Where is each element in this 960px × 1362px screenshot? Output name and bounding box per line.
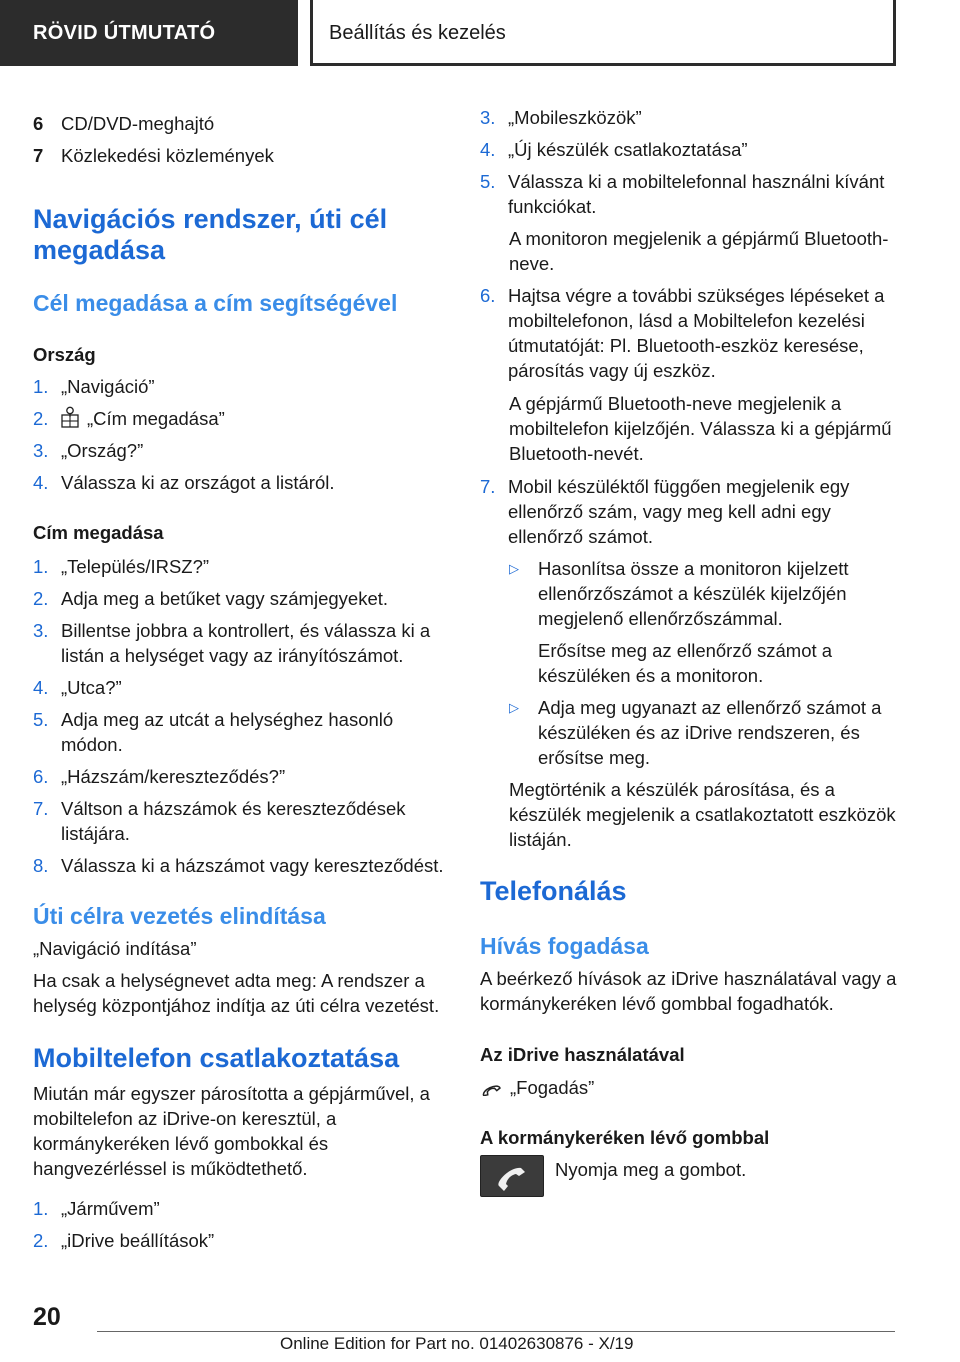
step-text: Válassza ki a mobiltelefonnal használni kívánt funkciókat.	[508, 171, 885, 217]
list-item	[33, 618, 448, 668]
list-item	[33, 796, 448, 846]
list-item	[33, 406, 448, 434]
idrive-action	[480, 1075, 900, 1102]
phone-heading: Telefonálás	[480, 876, 627, 906]
sub-step-note: Erősítse meg az ellenőrző számot a készüléken és a monitoron.	[538, 640, 833, 686]
step-text: Adja meg az utcát a helységhez hasonló módon.	[61, 709, 394, 755]
phone-handset-icon	[480, 1077, 502, 1102]
mobile-paragraph: Miután már egyszer párosította a gépjárművel, a mobiltelefon az iDrive-on keresztül, a kormánykeréken lévő gombokkal és hangvezérléssel is működtethető.	[33, 1083, 430, 1179]
footer-divider	[97, 1331, 895, 1332]
sub-step-text: Adja meg ugyanazt az ellenőrző számot a készüléken és az iDrive rendszeren, és erősítse meg.	[538, 697, 882, 768]
step-text: Adja meg a betűket vagy számjegyeket.	[61, 588, 389, 609]
wheel-heading: A kormánykeréken lévő gombbal	[480, 1127, 770, 1148]
step-number: 2.	[33, 408, 49, 429]
header-section-tab: RÖVID ÚTMUTATÓ	[0, 0, 298, 66]
step-number: 5.	[480, 171, 496, 192]
step-text: Válassza ki a házszámot vagy kereszteződést.	[61, 855, 444, 876]
step-number: 1.	[33, 1198, 49, 1219]
step-text: Válassza ki az országot a listáról.	[61, 472, 335, 493]
step-text: „Település/IRSZ?”	[61, 556, 210, 577]
list-item	[480, 283, 900, 383]
sub-step-text: Hasonlítsa össze a monitoron kijelzett ellenőrzőszámot a készülék kijelzőjén megjelenő ellenőrzőszámmal.	[538, 558, 849, 629]
list-item	[480, 474, 900, 549]
guidance-heading: Úti célra vezetés elindítása	[33, 903, 326, 929]
step-text: „iDrive beállítások”	[61, 1230, 215, 1251]
list-item	[33, 111, 448, 136]
step-text: „Új készülék csatlakoztatása”	[508, 139, 748, 160]
step-text: „Navigáció”	[61, 376, 155, 397]
navigation-destination-icon	[61, 406, 79, 434]
step-number: 6.	[480, 285, 496, 306]
item-text: CD/DVD-meghajtó	[61, 113, 215, 134]
step-text: Váltson a házszámok és kereszteződések listájára.	[61, 798, 406, 844]
step-number: 2.	[33, 588, 49, 609]
step-number: 7.	[33, 798, 49, 819]
item-number: 7	[33, 145, 44, 166]
step-text: „Házszám/kereszteződés?”	[61, 766, 286, 787]
step-text: „Ország?”	[61, 440, 144, 461]
triangle-bullet-icon: ▷	[509, 700, 519, 715]
step-number: 4.	[33, 472, 49, 493]
list-item	[33, 1228, 448, 1253]
list-item	[33, 438, 448, 463]
step-number: 4.	[33, 677, 49, 698]
address-heading: Cím megadása	[33, 522, 164, 543]
step-number: 2.	[33, 1230, 49, 1251]
navigation-heading: Navigációs rendszer, úti cél megadása	[33, 204, 388, 265]
step-number: 5.	[33, 709, 49, 730]
wheel-action-text: Nyomja meg a gombot.	[555, 1159, 747, 1180]
steering-phone-button-icon	[480, 1155, 544, 1197]
list-item	[33, 764, 448, 789]
step-text: „Cím megadása”	[87, 408, 225, 429]
sub-list-item	[509, 695, 900, 770]
step-text: Mobil készüléktől függően megjelenik egy ellenőrző szám, vagy meg kell adni egy ellenőrző számot.	[508, 476, 850, 547]
step-number: 1.	[33, 556, 49, 577]
page-header	[0, 0, 960, 66]
call-paragraph: A beérkező hívások az iDrive használatával vagy a kormánykeréken lévő gombbal fogadhatók.	[480, 968, 897, 1014]
list-item	[480, 105, 900, 130]
step-note: A monitoron megjelenik a gépjármű Bluetooth-neve.	[509, 228, 889, 274]
mobile-heading: Mobiltelefon csatlakoztatása	[33, 1043, 400, 1073]
guidance-paragraph: Ha csak a helységnevet adta meg: A rendszer a helység központjához indítja az úti célra vezetést.	[33, 970, 440, 1016]
step-note: A gépjármű Bluetooth-neve megjelenik a mobiltelefon kijelzőjén. Válassza ki a gépjármű Bluetooth-nevét.	[509, 393, 892, 464]
list-item	[33, 586, 448, 611]
footer-edition: Online Edition for Part no. 01402630876 - X/19	[280, 1334, 634, 1353]
step-number: 3.	[480, 107, 496, 128]
step-text-with-icon	[61, 406, 448, 434]
list-item	[33, 1196, 448, 1221]
destination-heading: Cél megadása a cím segítségével	[33, 290, 398, 316]
idrive-action-text: „Fogadás”	[510, 1077, 595, 1098]
list-item	[480, 137, 900, 162]
step-text: „Járművem”	[61, 1198, 160, 1219]
step-number: 8.	[33, 855, 49, 876]
sub-list-item	[509, 556, 900, 631]
list-item	[480, 169, 900, 219]
list-item	[33, 470, 448, 495]
step-number: 1.	[33, 376, 49, 397]
guidance-command: „Navigáció indítása”	[33, 938, 197, 959]
step-number: 4.	[480, 139, 496, 160]
call-heading: Hívás fogadása	[480, 933, 649, 959]
step-text: „Utca?”	[61, 677, 122, 698]
step-text: Hajtsa végre a további szükséges lépéseket a mobiltelefonon, lásd a Mobiltelefon kezelési útmutatóját: Pl. Bluetooth-eszköz keresése, párosítás vagy új eszköz.	[508, 285, 885, 381]
step-result: Megtörténik a készülék párosítása, és a készülék megjelenik a csatlakoztatott eszközök listáján.	[509, 779, 896, 850]
step-number: 3.	[33, 620, 49, 641]
header-chapter-tab: Beállítás és kezelés	[310, 0, 896, 66]
step-text: Billentse jobbra a kontrollert, és válassza ki a listán a helységet vagy az irányítószámot.	[61, 620, 431, 666]
step-text: „Mobileszközök”	[508, 107, 642, 128]
country-heading: Ország	[33, 344, 96, 365]
step-number: 3.	[33, 440, 49, 461]
triangle-bullet-icon: ▷	[509, 561, 519, 576]
wheel-action	[480, 1155, 900, 1197]
step-number: 6.	[33, 766, 49, 787]
page-number: 20	[33, 1303, 61, 1331]
item-number: 6	[33, 113, 44, 134]
idrive-heading: Az iDrive használatával	[480, 1044, 685, 1065]
item-text: Közlekedési közlemények	[61, 145, 274, 166]
step-number: 7.	[480, 476, 496, 497]
list-item	[33, 675, 448, 700]
list-item	[33, 853, 448, 878]
list-item	[33, 707, 448, 757]
list-item	[33, 554, 448, 579]
list-item	[33, 143, 448, 168]
list-item	[33, 374, 448, 399]
